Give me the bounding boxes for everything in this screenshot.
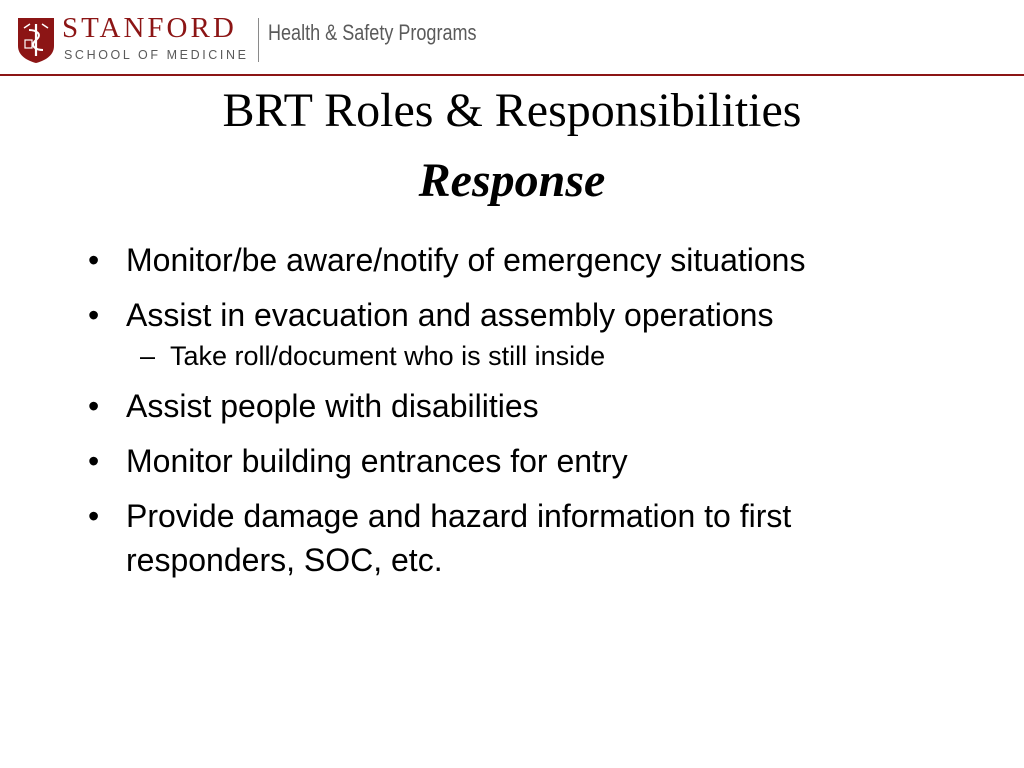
stanford-seal-icon [16,16,56,64]
school-name: SCHOOL OF MEDICINE [64,48,249,62]
bullet-glyph: • [88,498,100,534]
bullet-glyph: • [88,443,100,479]
sub-bullet-text: Take roll/document who is still inside [170,341,606,371]
slide-header [0,0,1024,76]
header-rule [0,74,1024,76]
bullet-text: Assist in evacuation and assembly operations [126,297,774,333]
program-name: Health & Safety Programs [268,20,477,45]
bullet-text: Provide damage and hazard information to first responders, SOC, etc. [126,498,792,578]
bullet-item [84,494,964,582]
bullet-glyph: • [88,297,100,333]
sub-bullet-glyph: – [140,341,156,371]
slide-subtitle: Response [418,154,606,207]
bullet-item [84,293,964,373]
bullet-glyph: • [88,242,100,278]
bullet-item [84,439,964,483]
bullet-text: Monitor/be aware/notify of emergency situations [126,242,806,278]
bullet-glyph: • [88,388,100,424]
bullet-text: Assist people with disabilities [126,388,539,424]
bullet-text: Monitor building entrances for entry [126,443,628,479]
header-divider [258,18,259,62]
stanford-wordmark: STANFORD [62,12,237,44]
bullet-item [84,384,964,428]
slide-title: BRT Roles & Responsibilities [222,84,802,137]
bullet-item [84,238,964,282]
bullet-list [84,238,964,593]
sub-bullet-item [126,339,964,373]
sub-bullet-list [126,339,964,373]
